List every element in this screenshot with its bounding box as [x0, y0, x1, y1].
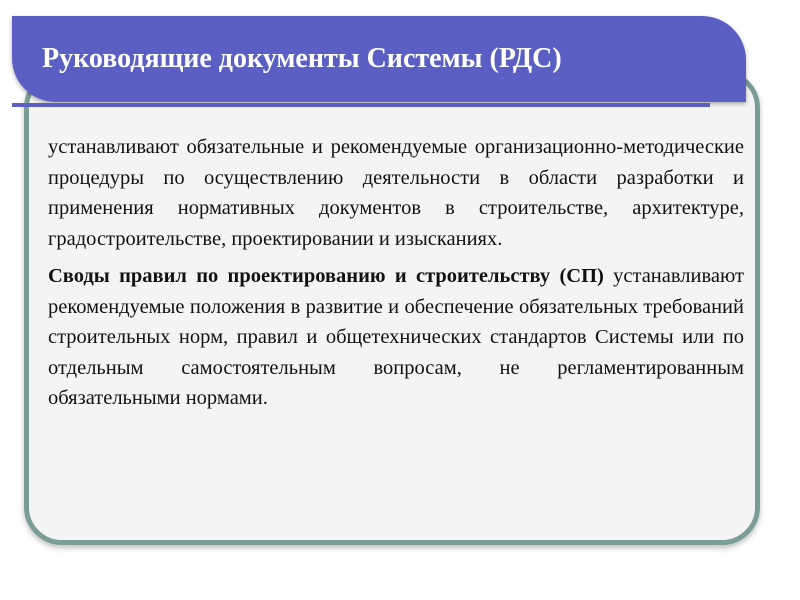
- title-underline: [12, 103, 710, 107]
- title-banner: [12, 16, 746, 102]
- paragraph-sp: [48, 261, 744, 414]
- slide-title: Руководящие документы Системы (РДС): [42, 43, 562, 74]
- sp-heading: Своды правил по проектированию и строительству (СП): [48, 265, 604, 287]
- slide-body: [48, 132, 744, 414]
- sp-description: устанавливают рекомендуемые положения в развитие и обеспечение обязательных требований строительных норм, правил и общетехнических стандартов Системы или по отдельным самостоятельным вопросам, не регламентированным обязательными нормами.: [48, 265, 745, 409]
- paragraph-rds: устанавливают обязательные и рекомендуемые организационно-методические процедуры по осуществлению деятельности в области разработки и применения нормативных документов в строительстве, архитектуре, градостроительстве, проектировании и изысканиях.: [48, 136, 744, 250]
